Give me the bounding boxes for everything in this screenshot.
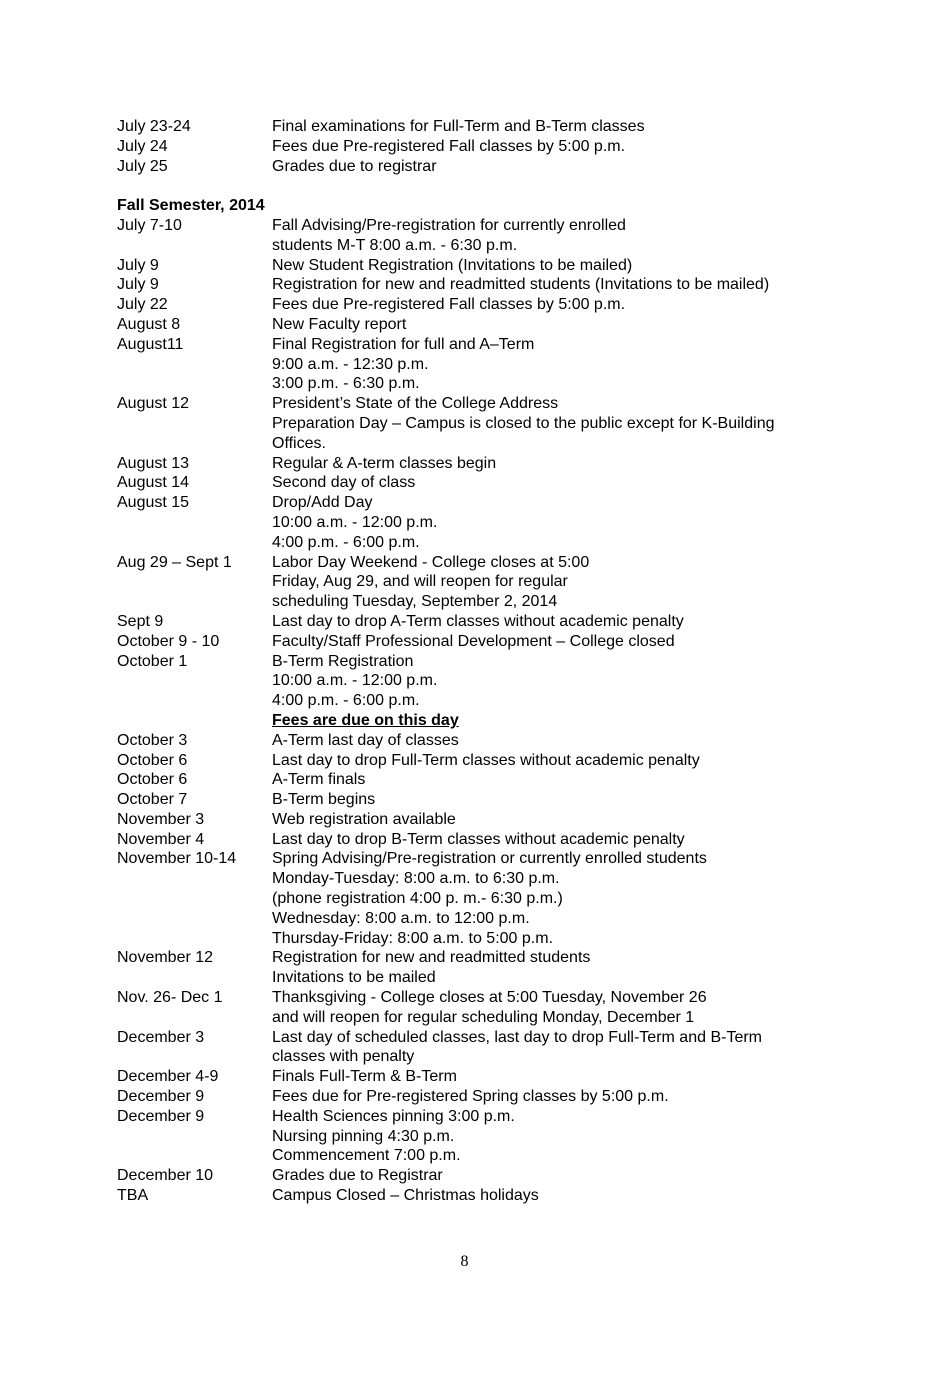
entry-description (272, 275, 877, 295)
entry-line: 3:00 p.m. - 6:30 p.m. (272, 375, 420, 393)
calendar-entry (117, 731, 877, 751)
calendar-entry (117, 1087, 877, 1107)
calendar-entry (117, 394, 877, 453)
calendar-entry (117, 157, 877, 177)
entry-description (272, 830, 877, 850)
entry-line: New Student Registration (Invitations to be mailed) (272, 256, 633, 274)
academic-calendar (117, 117, 877, 1206)
entry-date: December 9 (117, 1107, 205, 1125)
entry-date: December 10 (117, 1167, 214, 1185)
entry-date: Nov. 26- Dec 1 (117, 989, 223, 1007)
entry-line: 4:00 p.m. - 6:00 p.m. (272, 533, 420, 551)
entry-line: Preparation Day – Campus is closed to the public except for K-Building (272, 414, 775, 432)
entry-description (272, 790, 877, 810)
entry-line: 4:00 p.m. - 6:00 p.m. (272, 692, 420, 710)
entry-date: October 9 - 10 (117, 632, 220, 650)
entry-line: Fall Advising/Pre-registration for currently enrolled (272, 216, 626, 234)
entry-date: August 12 (117, 395, 190, 413)
page-number: 8 (460, 1253, 469, 1270)
entry-line: Last day to drop A-Term classes without academic penalty (272, 612, 684, 630)
entry-date: October 7 (117, 791, 188, 809)
calendar-entry (117, 948, 877, 988)
entry-description (272, 473, 877, 493)
calendar-entry (117, 1186, 877, 1206)
entry-description (272, 810, 877, 830)
entry-description (272, 1028, 877, 1068)
entry-line: 10:00 a.m. - 12:00 p.m. (272, 672, 438, 690)
entry-description (272, 1087, 877, 1107)
entry-line: (phone registration 4:00 p. m.- 6:30 p.m.) (272, 890, 563, 908)
entry-date: July 9 (117, 276, 159, 294)
calendar-entry (117, 473, 877, 493)
entry-line: Second day of class (272, 474, 416, 492)
entry-date: October 1 (117, 652, 188, 670)
entry-date: October 6 (117, 771, 188, 789)
entry-description (272, 137, 877, 157)
entry-line: Final Registration for full and A–Term (272, 335, 535, 353)
entry-line: 9:00 a.m. - 12:30 p.m. (272, 355, 429, 373)
entry-description (272, 335, 877, 394)
entry-date: November 3 (117, 810, 205, 828)
entry-date: November 12 (117, 949, 214, 967)
entry-date: August 14 (117, 474, 190, 492)
entry-line: Fees due for Pre-registered Spring classes by 5:00 p.m. (272, 1088, 669, 1106)
entry-line: Wednesday: 8:00 a.m. to 12:00 p.m. (272, 909, 530, 927)
entry-line: Thursday-Friday: 8:00 a.m. to 5:00 p.m. (272, 929, 554, 947)
entry-date: August 8 (117, 315, 181, 333)
calendar-entry (117, 988, 877, 1028)
fall-semester-heading: Fall Semester, 2014 (117, 197, 265, 215)
entry-line: students M-T 8:00 a.m. - 6:30 p.m. (272, 236, 518, 254)
entry-line: A-Term finals (272, 771, 366, 789)
entry-description (272, 652, 877, 731)
entry-description (272, 256, 877, 276)
entry-date: Sept 9 (117, 612, 164, 630)
entry-line: Last day to drop Full-Term classes without academic penalty (272, 751, 700, 769)
entry-line: Web registration available (272, 810, 456, 828)
entry-date: July 22 (117, 296, 168, 314)
entry-date: July 7-10 (117, 216, 182, 234)
calendar-entry (117, 810, 877, 830)
entry-line: scheduling Tuesday, September 2, 2014 (272, 593, 558, 611)
entry-description (272, 1067, 877, 1087)
entry-line: A-Term last day of classes (272, 731, 459, 749)
entry-date: August 13 (117, 454, 190, 472)
calendar-entry (117, 751, 877, 771)
calendar-entry (117, 137, 877, 157)
entry-date: November 4 (117, 830, 205, 848)
entry-date: Aug 29 – Sept 1 (117, 553, 232, 571)
entry-date: November 10-14 (117, 850, 237, 868)
calendar-entry (117, 612, 877, 632)
entry-description (272, 770, 877, 790)
calendar-entry (117, 454, 877, 474)
entry-line: Grades due to Registrar (272, 1167, 443, 1185)
entry-description (272, 849, 877, 948)
entry-description (272, 988, 877, 1028)
entry-description (272, 632, 877, 652)
entry-line: Registration for new and readmitted students (Invitations to be mailed) (272, 276, 770, 294)
section-spacer (117, 176, 877, 196)
entry-description (272, 216, 877, 256)
calendar-entry (117, 335, 877, 394)
entry-line: Regular & A-term classes begin (272, 454, 497, 472)
entry-description (272, 117, 877, 137)
entry-line: B-Term Registration (272, 652, 414, 670)
entry-date: July 23-24 (117, 118, 191, 135)
entry-line: Fees due Pre-registered Fall classes by 5:00 p.m. (272, 296, 626, 314)
calendar-entry (117, 315, 877, 335)
entry-line: Final examinations for Full-Term and B-Term classes (272, 118, 645, 135)
entry-date: October 6 (117, 751, 188, 769)
calendar-entry (117, 295, 877, 315)
entry-description (272, 612, 877, 632)
entry-description (272, 315, 877, 335)
calendar-entry (117, 216, 877, 256)
entry-description (272, 948, 877, 988)
calendar-entry (117, 275, 877, 295)
calendar-entry (117, 553, 877, 612)
calendar-entry (117, 493, 877, 552)
fees-due-notice: Fees are due on this day (272, 711, 459, 729)
entry-date: TBA (117, 1187, 149, 1205)
entry-line: classes with penalty (272, 1048, 415, 1066)
entry-line: Last day to drop B-Term classes without academic penalty (272, 830, 685, 848)
calendar-entry (117, 1067, 877, 1087)
calendar-entry (117, 117, 877, 137)
entry-date: July 9 (117, 256, 159, 274)
calendar-entry (117, 1166, 877, 1186)
entry-line: Health Sciences pinning 3:00 p.m. (272, 1107, 515, 1125)
calendar-entry (117, 849, 877, 948)
entry-description (272, 751, 877, 771)
entry-description (272, 394, 877, 453)
entry-line: Spring Advising/Pre-registration or currently enrolled students (272, 850, 707, 868)
entry-description (272, 493, 877, 552)
entry-line: Campus Closed – Christmas holidays (272, 1187, 539, 1205)
entry-description (272, 454, 877, 474)
entry-date: August 15 (117, 494, 190, 512)
entry-line: Faculty/Staff Professional Development – College closed (272, 632, 675, 650)
calendar-entry (117, 1107, 877, 1166)
entry-line: Invitations to be mailed (272, 969, 436, 987)
entry-line: New Faculty report (272, 315, 407, 333)
entry-description (272, 1186, 877, 1206)
entry-date: August11 (117, 335, 184, 353)
calendar-entry (117, 1028, 877, 1068)
entry-date: December 9 (117, 1088, 205, 1106)
summer-term-end-list (117, 117, 877, 176)
entry-description (272, 295, 877, 315)
calendar-entry (117, 632, 877, 652)
calendar-entry (117, 652, 877, 731)
entry-line: Monday-Tuesday: 8:00 a.m. to 6:30 p.m. (272, 870, 560, 888)
entry-description (272, 1166, 877, 1186)
entry-date: July 25 (117, 157, 168, 175)
entry-line: Commencement 7:00 p.m. (272, 1147, 461, 1165)
entry-line: Registration for new and readmitted students (272, 949, 591, 967)
entry-date: October 3 (117, 731, 188, 749)
entry-line: Offices. (272, 434, 326, 452)
calendar-entry (117, 770, 877, 790)
entry-line: Finals Full-Term & B-Term (272, 1068, 457, 1086)
entry-description (272, 553, 877, 612)
entry-line: President’s State of the College Address (272, 395, 559, 413)
calendar-entry (117, 790, 877, 810)
calendar-entry (117, 256, 877, 276)
entry-description (272, 731, 877, 751)
entry-line: Drop/Add Day (272, 494, 373, 512)
entry-line: Fees due Pre-registered Fall classes by 5:00 p.m. (272, 137, 626, 155)
calendar-entry (117, 830, 877, 850)
entry-date: December 4-9 (117, 1068, 219, 1086)
entry-line: 10:00 a.m. - 12:00 p.m. (272, 513, 438, 531)
entry-line: Nursing pinning 4:30 p.m. (272, 1127, 455, 1145)
entry-description (272, 157, 877, 177)
entry-line: Friday, Aug 29, and will reopen for regular (272, 573, 568, 591)
entry-line: Last day of scheduled classes, last day to drop Full-Term and B-Term (272, 1028, 762, 1046)
entry-date: December 3 (117, 1028, 205, 1046)
entry-date: July 24 (117, 137, 168, 155)
entry-description (272, 1107, 877, 1166)
fall-semester-list (117, 216, 877, 1206)
entry-line: B-Term begins (272, 791, 376, 809)
entry-line: and will reopen for regular scheduling Monday, December 1 (272, 1008, 695, 1026)
entry-line: Labor Day Weekend - College closes at 5:00 (272, 553, 590, 571)
entry-line: Grades due to registrar (272, 157, 437, 175)
entry-line: Thanksgiving - College closes at 5:00 Tuesday, November 26 (272, 989, 707, 1007)
